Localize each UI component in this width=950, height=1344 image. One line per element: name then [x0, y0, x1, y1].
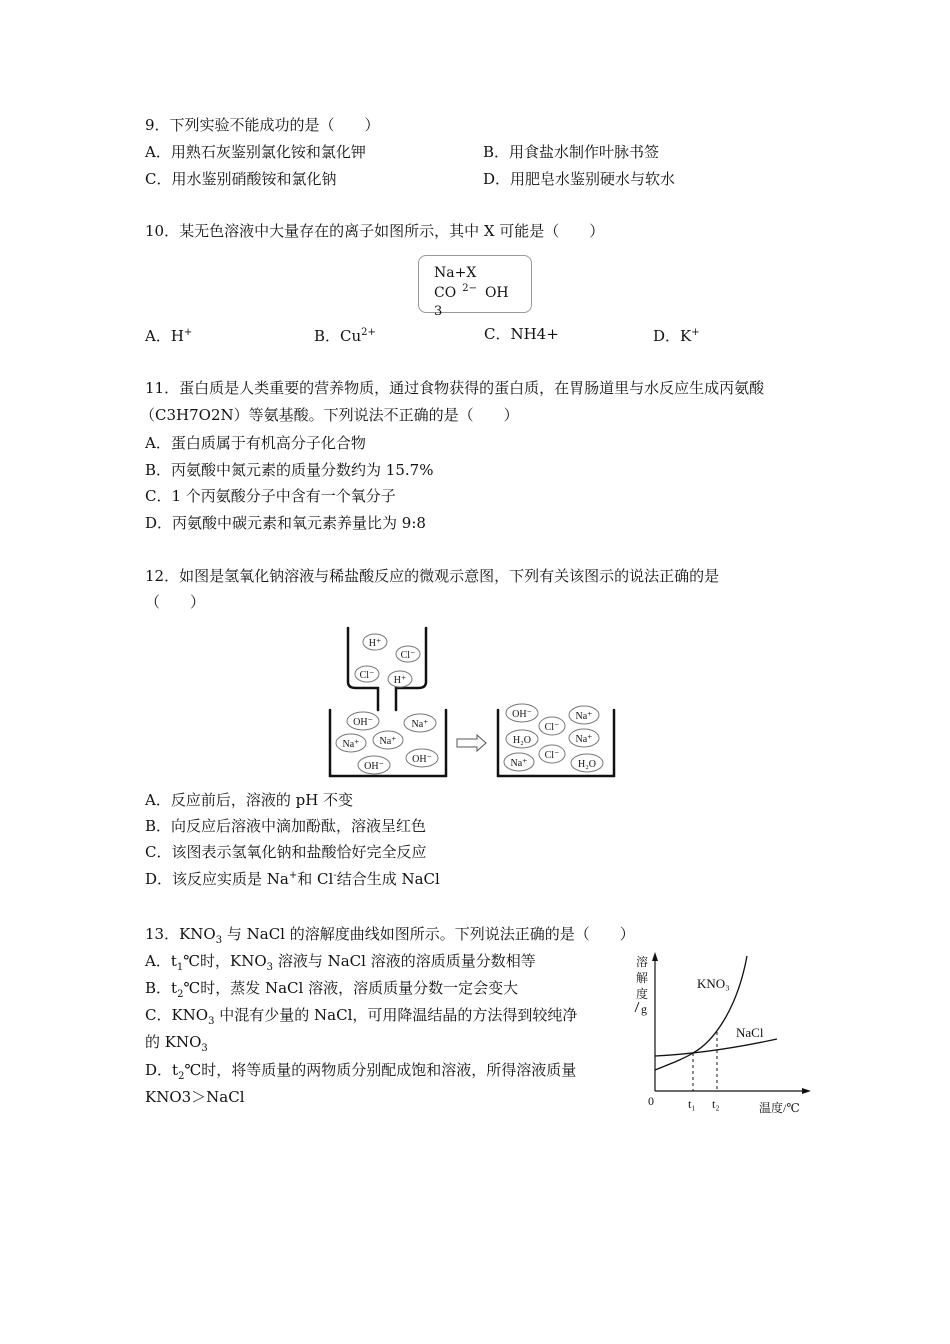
series-nacl-curve [655, 1039, 777, 1056]
q13-option-b: B．$t_2℃$时，蒸发 NaCl 溶液，溶质质量分数一定会变大 [145, 979, 519, 1000]
ion-box-line1: Na+X [434, 265, 477, 281]
y-axis-title-slash [635, 1002, 639, 1012]
beaker1-ion-label-5: OH⁻ [364, 761, 384, 772]
q12-stem-line1: 12．如图是氢氧化钠溶液与稀盐酸反应的微观示意图，下列有关该图示的说法正确的是 [145, 567, 720, 585]
x-axis-title: 温度/℃ [759, 1101, 800, 1115]
x-tick-t1: t₁ [688, 1097, 696, 1111]
x-tick-t2: t₂ [712, 1097, 720, 1111]
q10-option-b: B．$Cu^{2+}$ [314, 327, 376, 345]
q9-option-d: D．用肥皂水鉴别硬水与软水 [483, 170, 676, 188]
beaker1-ion-label-4: Na⁺ [379, 736, 397, 747]
beaker2-ion-label-7: Na⁺ [510, 758, 528, 769]
y-axis-title [636, 954, 648, 1001]
beaker2-ion-label-1: OH⁻ [512, 709, 532, 720]
q9-stem: 9．下列实验不能成功的是（ ） [145, 116, 380, 134]
series-kno3-curve [655, 956, 747, 1070]
ion-box-line2: CO $^{2-}$ OH [434, 283, 509, 301]
series-nacl-label: NaCl [736, 1025, 764, 1040]
beaker2-ion-label-2: Cl⁻ [544, 722, 560, 733]
svg-text:溶: 溶 [635, 955, 649, 969]
solubility-chart [625, 950, 815, 1120]
q12-option-d: D．该反应实质是 Na+和 Cl-结合生成 NaCl [145, 870, 440, 888]
q13-stem: 13．$KNO_3$ 与 NaCl 的溶解度曲线如图所示。下列说法正确的是（ ） [145, 925, 635, 946]
q11-option-b: B．丙氨酸中氮元素的质量分数约为 15.7% [145, 461, 434, 479]
beaker2-ion-label-6: Cl⁻ [544, 750, 560, 761]
funnel-ion-label-3: Cl⁻ [359, 670, 375, 681]
beaker1-ion-label-1: OH⁻ [353, 717, 373, 728]
q10-stem: 10．某无色溶液中大量存在的离子如图所示，其中 X 可能是（ ） [145, 222, 605, 240]
funnel-ion-label-2: Cl⁻ [400, 650, 416, 661]
beaker2-ion-label-3: Na⁺ [575, 711, 593, 722]
q13-option-c-cont: 的 $KNO_3$ [145, 1033, 208, 1054]
series-kno3-label: KNO₃ [697, 976, 730, 991]
q11-option-c: C．1 个丙氨酸分子中含有一个氧分子 [145, 487, 396, 505]
q9-option-b: B．用食盐水制作叶脉书签 [483, 143, 660, 161]
reaction-arrow [457, 735, 486, 751]
q11-option-a: A．蛋白质属于有机高分子化合物 [145, 434, 366, 452]
q12-option-a: A．反应前后，溶液的 pH 不变 [145, 791, 354, 809]
q10-option-d: D．K+ [653, 327, 700, 345]
ion-box-line3: 3 [434, 304, 443, 319]
svg-text:度: 度 [635, 987, 649, 1001]
beaker2-ion-label-4: H₂O [513, 735, 531, 746]
q12-option-c: C．该图表示氢氧化钠和盐酸恰好完全反应 [145, 843, 427, 861]
q13-option-c: C．$KNO_3$ 中混有少量的 NaCl，可用降温结晶的方法得到较纯净 [145, 1006, 578, 1027]
y-axis-title-unit: g [641, 1002, 647, 1016]
beaker1-ion-label-6: OH⁻ [412, 754, 432, 765]
svg-text:解: 解 [635, 971, 649, 985]
q13-option-a: A．$t_1℃$时，$KNO_3$ 溶液与 NaCl 溶液的溶质质量分数相等 [145, 952, 536, 973]
beaker1-ion-label-2: Na⁺ [411, 719, 429, 730]
q12-option-b: B．向反应后溶液中滴加酚酞，溶液呈红色 [145, 817, 427, 835]
funnel-ion-label-4: H⁺ [393, 675, 407, 686]
beaker2-ion-label-8: H₂O [578, 759, 596, 770]
q9-option-c: C．用水鉴别硝酸铵和氯化钠 [145, 170, 337, 188]
q13-option-d-cont: KNO3＞NaCl [145, 1088, 245, 1106]
origin-label: 0 [648, 1094, 654, 1108]
funnel-ion-label-1: H⁺ [368, 638, 382, 649]
beaker2-ion-label-5: Na⁺ [575, 734, 593, 745]
q13-option-d: D．$t_2℃$时，将等质量的两物质分别配成饱和溶液，所得溶液质量 [145, 1061, 577, 1082]
q11-stem-line2: （C3H7O2N）等氨基酸。下列说法不正确的是（ ） [140, 406, 519, 424]
neutralization-diagram [320, 624, 620, 784]
q10-option-c: C．NH4+ [484, 325, 559, 343]
y-axis-arrow [652, 952, 658, 961]
beaker1-ion-label-3: Na⁺ [342, 739, 360, 750]
q11-stem-line1: 11．蛋白质是人类重要的营养物质，通过食物获得的蛋白质，在胃肠道里与水反应生成丙氨酸 [145, 379, 765, 397]
q10-option-a: A．H+ [145, 327, 193, 345]
q12-stem-line2: （ ） [145, 593, 206, 611]
q9-option-a: A．用熟石灰鉴别氯化铵和氯化钾 [145, 143, 366, 161]
x-axis-arrow [802, 1088, 811, 1094]
q11-option-d: D．丙氨酸中碳元素和氧元素养量比为 9:8 [145, 514, 426, 532]
